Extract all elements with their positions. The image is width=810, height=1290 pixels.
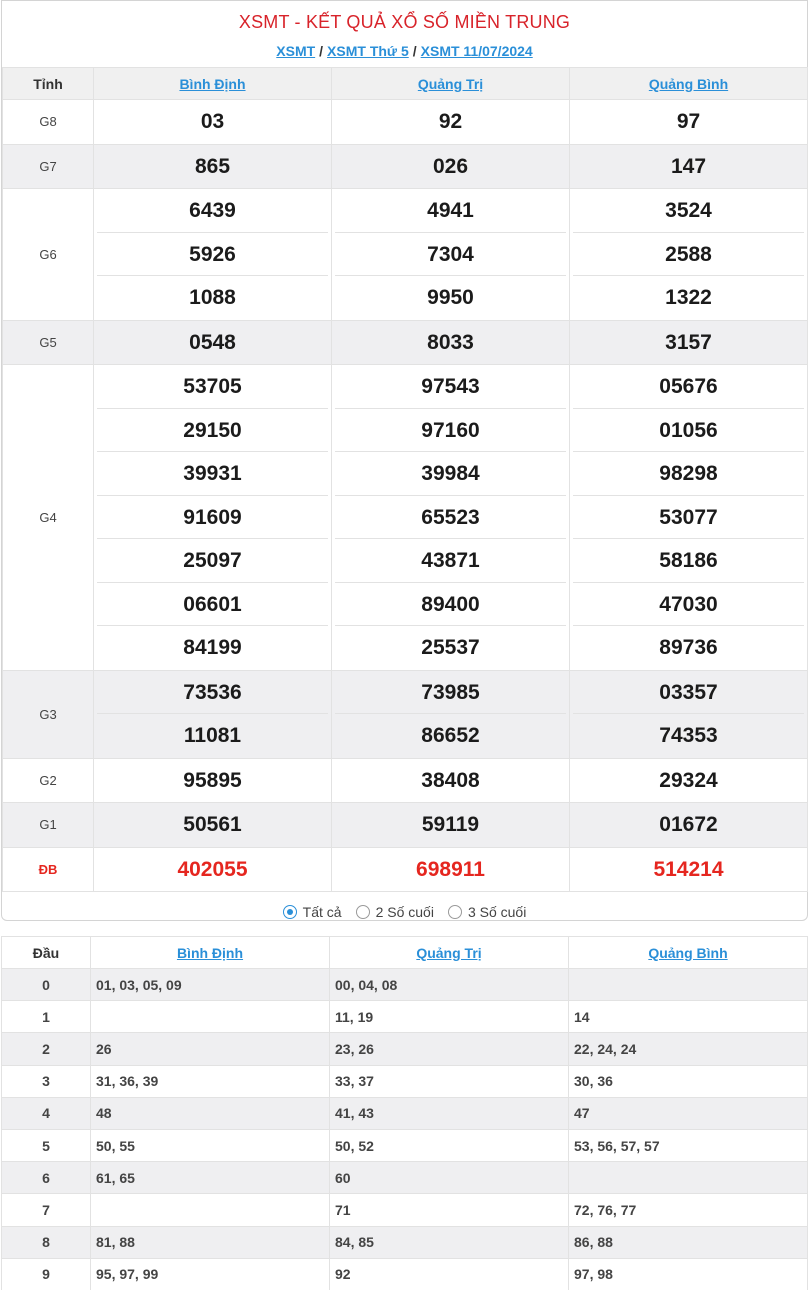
prize-number: 6439	[97, 189, 328, 233]
prize-cell	[94, 144, 332, 189]
prize-label: G7	[3, 144, 94, 189]
loto-cell: 48	[91, 1097, 330, 1129]
prize-number: 39931	[97, 452, 328, 496]
prize-cell	[94, 100, 332, 145]
province-link-binh-dinh[interactable]: Bình Định	[179, 75, 246, 92]
loto-row	[2, 1065, 808, 1097]
prize-cell	[332, 189, 570, 321]
prize-number: 03	[200, 110, 225, 133]
prize-label: ĐB	[3, 847, 94, 892]
prize-number: 1088	[189, 286, 236, 309]
loto-cell: 50, 52	[330, 1129, 569, 1161]
prize-cell	[332, 320, 570, 365]
loto-cell: 00, 04, 08	[330, 969, 569, 1001]
prize-number: 1322	[665, 286, 712, 309]
breadcrumb-link-xsmt-date[interactable]: XSMT 11/07/2024	[420, 43, 533, 59]
prize-number: 0548	[189, 330, 236, 354]
prize-row	[3, 144, 808, 189]
prize-number: 865	[194, 154, 231, 178]
prize-number: 97160	[335, 409, 566, 453]
results-card	[1, 0, 808, 921]
filter-option[interactable]	[283, 904, 342, 920]
loto-head-digit: 9	[2, 1258, 91, 1290]
prize-cell	[332, 670, 570, 758]
loto-head-digit: 8	[2, 1226, 91, 1258]
loto-cell: 41, 43	[330, 1097, 569, 1129]
loto-cell: 95, 97, 99	[91, 1258, 330, 1290]
loto-head-digit: 3	[2, 1065, 91, 1097]
loto-province-link-quang-tri[interactable]: Quảng Trị	[416, 944, 482, 961]
breadcrumb-link-xsmt-thu-5[interactable]: XSMT Thứ 5	[327, 43, 409, 59]
loto-cell: 01, 03, 05, 09	[91, 969, 330, 1001]
province-header	[91, 937, 330, 969]
prize-number: 25537	[421, 636, 480, 659]
prize-cell	[94, 670, 332, 758]
prize-number: 9950	[427, 286, 474, 309]
loto-head-table-section	[1, 936, 808, 1290]
page-title: XSMT - KẾT QUẢ XỔ SỐ MIỀN TRUNG	[238, 12, 571, 32]
loto-row	[2, 969, 808, 1001]
prize-cell	[332, 847, 570, 892]
prize-number: 5926	[97, 233, 328, 277]
loto-cell: 22, 24, 24	[569, 1033, 808, 1065]
prize-number: 73985	[335, 671, 566, 715]
prize-number: 147	[670, 154, 707, 178]
breadcrumb	[2, 43, 807, 59]
prize-cell	[570, 320, 808, 365]
prize-number: 2588	[573, 233, 804, 277]
prize-number: 53077	[573, 496, 804, 540]
prize-number: 01672	[659, 813, 718, 836]
prize-row	[3, 320, 808, 365]
loto-head-digit: 6	[2, 1162, 91, 1194]
filter-option-label: Tất cả	[302, 904, 342, 920]
prize-number: 91609	[97, 496, 328, 540]
loto-head-digit: 1	[2, 1001, 91, 1033]
prize-cell	[570, 189, 808, 321]
prize-number: 05676	[573, 365, 804, 409]
loto-cell: 81, 88	[91, 1226, 330, 1258]
loto-province-link-quang-binh[interactable]: Quảng Bình	[648, 944, 728, 961]
head-column-header: Đầu	[2, 937, 91, 969]
loto-row	[2, 1194, 808, 1226]
prize-label: G2	[3, 758, 94, 803]
prize-label: G4	[3, 365, 94, 671]
prize-number: 698911	[416, 857, 485, 881]
prize-column-header: Tỉnh	[3, 68, 94, 100]
prize-number: 4941	[335, 189, 566, 233]
loto-head-digit: 4	[2, 1097, 91, 1129]
loto-cell: 30, 36	[569, 1065, 808, 1097]
loto-header-row	[2, 937, 808, 969]
prize-label: G6	[3, 189, 94, 321]
loto-province-link-binh-dinh[interactable]: Bình Định	[176, 944, 244, 961]
prize-row	[3, 847, 808, 892]
prize-number: 73536	[97, 671, 328, 715]
prize-number: 06601	[97, 583, 328, 627]
province-link-quang-tri[interactable]: Quảng Trị	[417, 75, 484, 92]
radio-icon[interactable]	[356, 905, 370, 919]
prize-number: 026	[432, 154, 469, 178]
prize-cell	[570, 758, 808, 803]
loto-row	[2, 1097, 808, 1129]
prize-cell	[332, 100, 570, 145]
loto-cell: 33, 37	[330, 1065, 569, 1097]
breadcrumb-separator: /	[319, 43, 324, 59]
prize-label: G3	[3, 670, 94, 758]
loto-cell: 53, 56, 57, 57	[569, 1129, 808, 1161]
province-link-quang-binh[interactable]: Quảng Bình	[648, 75, 729, 92]
prize-row	[3, 758, 808, 803]
filter-option-label: 3 Số cuối	[467, 904, 527, 920]
loto-row	[2, 1258, 808, 1290]
prize-label: G8	[3, 100, 94, 145]
prize-number: 7304	[335, 233, 566, 277]
prize-number: 97	[676, 110, 701, 133]
prize-row	[3, 100, 808, 145]
prize-row	[3, 365, 808, 671]
prize-number: 65523	[335, 496, 566, 540]
loto-row	[2, 1226, 808, 1258]
province-header	[570, 68, 808, 100]
prize-cell	[94, 847, 332, 892]
loto-cell: 71	[330, 1194, 569, 1226]
province-header	[94, 68, 332, 100]
filter-option-label: 2 Số cuối	[375, 904, 434, 920]
loto-row	[2, 1001, 808, 1033]
prize-number: 86652	[421, 724, 480, 747]
loto-cell	[569, 1162, 808, 1194]
loto-cell: 86, 88	[569, 1226, 808, 1258]
province-header	[332, 68, 570, 100]
prize-number: 50561	[183, 813, 242, 836]
prize-cell	[94, 803, 332, 848]
prize-number: 53705	[97, 365, 328, 409]
province-header	[330, 937, 569, 969]
loto-row	[2, 1162, 808, 1194]
prize-cell	[570, 670, 808, 758]
prize-number: 29150	[97, 409, 328, 453]
prize-number: 3524	[573, 189, 804, 233]
loto-head-table	[1, 936, 808, 1290]
prize-number: 514214	[653, 857, 724, 881]
prize-number: 25097	[97, 539, 328, 583]
prize-number: 59119	[421, 813, 480, 836]
loto-cell: 60	[330, 1162, 569, 1194]
prize-label: G1	[3, 803, 94, 848]
loto-head-digit: 2	[2, 1033, 91, 1065]
prize-row	[3, 803, 808, 848]
prize-row	[3, 670, 808, 758]
prize-number: 58186	[573, 539, 804, 583]
prize-label: G5	[3, 320, 94, 365]
loto-cell: 26	[91, 1033, 330, 1065]
prize-number: 03357	[573, 671, 804, 715]
loto-row	[2, 1129, 808, 1161]
results-header	[2, 1, 807, 67]
prize-number: 89736	[659, 636, 718, 659]
results-header-row	[3, 68, 808, 100]
prize-cell	[570, 365, 808, 671]
digit-filter	[2, 892, 807, 932]
loto-cell: 23, 26	[330, 1033, 569, 1065]
prize-number: 402055	[177, 857, 248, 881]
results-table	[2, 67, 808, 892]
filter-option[interactable]	[356, 904, 434, 920]
loto-cell: 84, 85	[330, 1226, 569, 1258]
prize-number: 74353	[659, 724, 718, 747]
prize-number: 3157	[665, 330, 712, 354]
prize-number: 29324	[659, 768, 718, 792]
prize-cell	[570, 847, 808, 892]
prize-number: 38408	[421, 768, 480, 792]
prize-cell	[570, 803, 808, 848]
loto-cell: 14	[569, 1001, 808, 1033]
prize-number: 95895	[183, 768, 242, 792]
prize-cell	[570, 100, 808, 145]
prize-number: 89400	[335, 583, 566, 627]
prize-row	[3, 189, 808, 321]
loto-cell: 11, 19	[330, 1001, 569, 1033]
prize-cell	[332, 803, 570, 848]
prize-number: 39984	[335, 452, 566, 496]
loto-cell: 92	[330, 1258, 569, 1290]
loto-cell: 50, 55	[91, 1129, 330, 1161]
prize-cell	[332, 758, 570, 803]
loto-cell: 47	[569, 1097, 808, 1129]
prize-cell	[94, 758, 332, 803]
loto-cell: 97, 98	[569, 1258, 808, 1290]
radio-icon[interactable]	[448, 905, 462, 919]
loto-cell: 31, 36, 39	[91, 1065, 330, 1097]
loto-head-digit: 7	[2, 1194, 91, 1226]
prize-number: 92	[438, 110, 463, 133]
province-header	[569, 937, 808, 969]
prize-number: 84199	[183, 636, 242, 659]
radio-icon[interactable]	[283, 905, 297, 919]
prize-number: 43871	[335, 539, 566, 583]
prize-number: 97543	[335, 365, 566, 409]
breadcrumb-link-xsmt[interactable]: XSMT	[276, 43, 316, 59]
loto-cell	[91, 1001, 330, 1033]
loto-head-digit: 5	[2, 1129, 91, 1161]
prize-number: 98298	[573, 452, 804, 496]
prize-number: 11081	[183, 724, 242, 747]
loto-cell	[91, 1194, 330, 1226]
prize-cell	[94, 189, 332, 321]
loto-cell	[569, 969, 808, 1001]
breadcrumb-separator: /	[412, 43, 417, 59]
prize-cell	[332, 365, 570, 671]
loto-row	[2, 1033, 808, 1065]
prize-number: 8033	[427, 330, 474, 354]
prize-cell	[332, 144, 570, 189]
prize-cell	[94, 365, 332, 671]
prize-number: 01056	[573, 409, 804, 453]
prize-cell	[570, 144, 808, 189]
loto-cell: 72, 76, 77	[569, 1194, 808, 1226]
loto-cell: 61, 65	[91, 1162, 330, 1194]
prize-cell	[94, 320, 332, 365]
loto-head-digit: 0	[2, 969, 91, 1001]
prize-number: 47030	[573, 583, 804, 627]
filter-option[interactable]	[448, 904, 526, 920]
